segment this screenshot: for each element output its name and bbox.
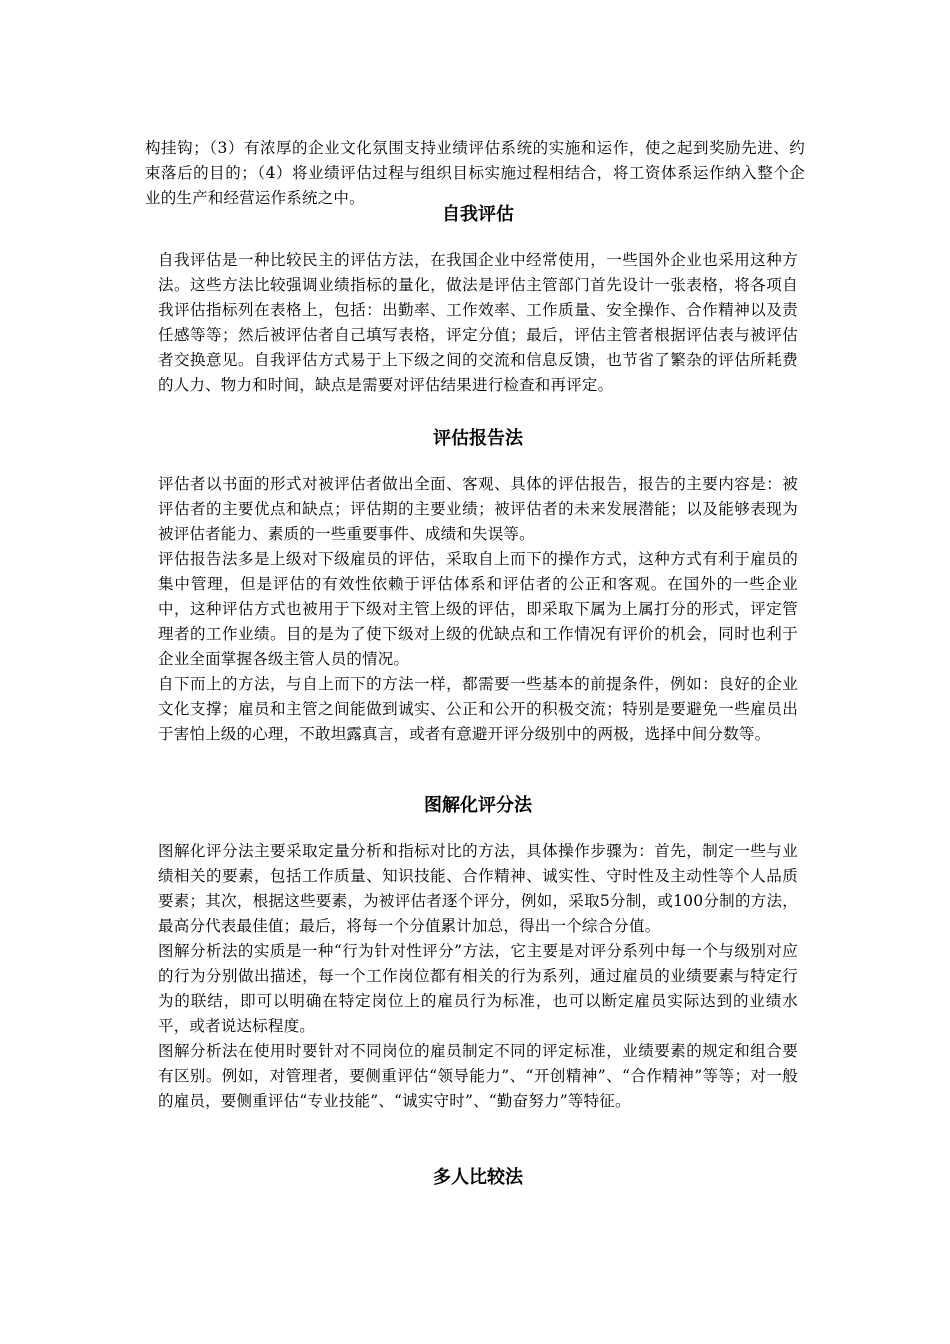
intro-paragraph: 构挂钩；（3）有浓厚的企业文化氛围支持业绩评估系统的实施和运作，使之起到奖励先进、约束落后的目的；（4）将业绩评估过程与组织目标实施过程相结合，将工资体系运作纳入整个企业的生产和经营运作系统之中。 [145,138,805,207]
section-heading: 评估报告法 [433,428,523,449]
section-heading: 多人比较法 [433,1167,523,1188]
section-paragraph: 图解化评分法主要采取定量分析和指标对比的方法，具体操作步骤为：首先，制定一些与业绩相关的要素，包括工作质量、知识技能、合作精神、诚实性、守时性及主动性等个人品质要素；其次，根据这些要素，为被评估者逐个评分，例如，采取5分制，或100分制的方法，最高分代表最佳值；最后，将每一个分值累计加总，得出一个综合分值。 [158,842,798,935]
section-paragraph: 评估报告法多是上级对下级雇员的评估，采取自上而下的操作方式，这种方式有利于雇员的集中管理，但是评估的有效性依赖于评估体系和评估者的公正和客观。在国外的一些企业中，这种评估方式也被用于下级对主管上级的评估，即采取下属为上属打分的形式，评定管理者的工作业绩。目的是为了使下级对上级的优缺点和工作情况有评价的机会，同时也利于企业全面掌握各级主管人员的情况。 [158,550,798,668]
section-paragraph: 图解分析法的实质是一种“行为针对性评分”方法，它主要是对评分系列中每一个与级别对应的行为分别做出描述，每一个工作岗位都有相关的行为系列，通过雇员的业绩要素与特定行为的联结，即可以明确在特定岗位上的雇员行为标准，也可以断定雇员实际达到的业绩水平，或者说达标程度。 [158,942,798,1035]
section-report-method [158,426,798,747]
section-paragraph: 自下而上的方法，与自上而下的方法一样，都需要一些基本的前提条件，例如：良好的企业文化支撑；雇员和主管之间能做到诚实、公正和公开的积极交流；特别是要避免一些雇员出于害怕上级的心理，不敢坦露真言，或者有意避开评分级别中的两极，选择中间分数等。 [158,675,798,743]
section-heading: 图解化评分法 [424,795,532,816]
section-self-assessment [158,202,798,398]
section-heading: 自我评估 [442,204,514,225]
section-paragraph: 图解分析法在使用时要针对不同岗位的雇员制定不同的评定标准，业绩要素的规定和组合要有区别。例如，对管理者，要侧重评估“领导能力”、“开创精神”、“合作精神”等等；对一般的雇员，要侧重评估“专业技能”、“诚实守时”、“勤奋努力”等特征。 [158,1042,798,1110]
section-paragraph: 自我评估是一种比较民主的评估方法，在我国企业中经常使用，一些国外企业也采用这种方法。这些方法比较强调业绩指标的量化，做法是评估主管部门首先设计一张表格，将各项自我评估指标列在表格上，包括：出勤率、工作效率、工作质量、安全操作、合作精神以及责任感等等；然后被评估者自己填写表格，评定分值；最后，评估主管者根据评估表与被评估者交换意见。自我评估方式易于上下级之间的交流和信息反馈，也节省了繁杂的评估所耗费的人力、物力和时间，缺点是需要对评估结果进行检查和再评定。 [158,251,798,394]
section-paragraph: 评估者以书面的形式对被评估者做出全面、客观、具体的评估报告，报告的主要内容是：被评估者的主要优点和缺点；评估期的主要业绩；被评估者的未来发展潜能；以及能够表现为被评估者能力、素质的一些重要事件、成绩和失误等。 [158,475,798,543]
section-graphic-rating [158,793,798,1114]
section-multi-person-comparison [158,1165,798,1191]
